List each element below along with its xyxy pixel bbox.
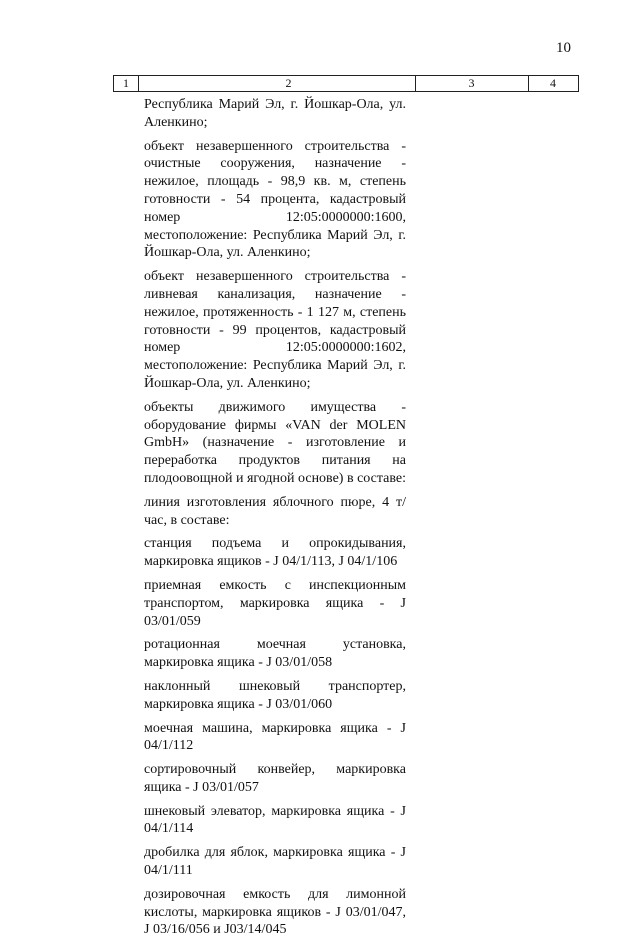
list-item: Республика Марий Эл, г. Йошкар-Ола, ул. Аленкино; — [144, 97, 406, 130]
page-number: 10 — [556, 40, 571, 56]
list-item: шнековый элеватор, маркировка ящика - J 04/1/114 — [144, 803, 406, 837]
list-item: станция подъема и опрокидывания, маркировка ящиков - J 04/1/113, J 04/1/106 — [144, 536, 406, 570]
table-header-row — [113, 75, 579, 92]
list-item: объект незавершенного строительства - ливневая канализация, назначение - нежилое, протяженность - 1 127 м, степень готовности - 99 процентов, кадастровый номер 12:05:0000000:1602, местоположение: Республика Марий Эл, г. Йошкар-Ола, ул. Аленкино; — [144, 269, 406, 391]
header-cell-2: 2 — [285, 76, 292, 90]
list-item: дозировочная емкость для лимонной кислоты, маркировка ящиков - J 03/01/047, J 03/16/056 и J03/14/045 — [144, 886, 406, 938]
list-item: дробилка для яблок, маркировка ящика - J 04/1/111 — [144, 845, 406, 879]
list-item: объект незавершенного строительства - очистные сооружения, назначение - нежилое, площадь - 98,9 кв. м, степень готовности - 54 процента, кадастровый номер 12:05:0000000:1600, местоположение: Республика Марий Эл, г. Йошкар-Ола, ул. Аленкино; — [144, 138, 406, 261]
list-item: линия изготовления яблочного пюре, 4 т/час, в составе: — [144, 494, 406, 528]
list-item: ротационная моечная установка, маркировка ящика - J 03/01/058 — [144, 637, 406, 671]
list-item: объекты движимого имущества - оборудование фирмы «VAN der MOLEN GmbH» (назначение - изготовление и переработка продуктов питания на плодоовощной и ягодной основе) в составе: — [144, 399, 406, 486]
column-2-content — [144, 96, 406, 945]
list-item: наклонный шнековый транспортер, маркировка ящика - J 03/01/060 — [144, 678, 406, 712]
header-cell-1: 1 — [123, 76, 129, 90]
header-cell-3: 3 — [468, 76, 475, 90]
list-item: приемная емкость с инспекционным транспортом, маркировка ящика - J 03/01/059 — [144, 577, 406, 629]
header-cell-4: 4 — [550, 76, 556, 90]
list-item: сортировочный конвейер, маркировка ящика - J 03/01/057 — [144, 762, 406, 795]
list-item: моечная машина, маркировка ящика - J 04/1/112 — [144, 720, 406, 754]
